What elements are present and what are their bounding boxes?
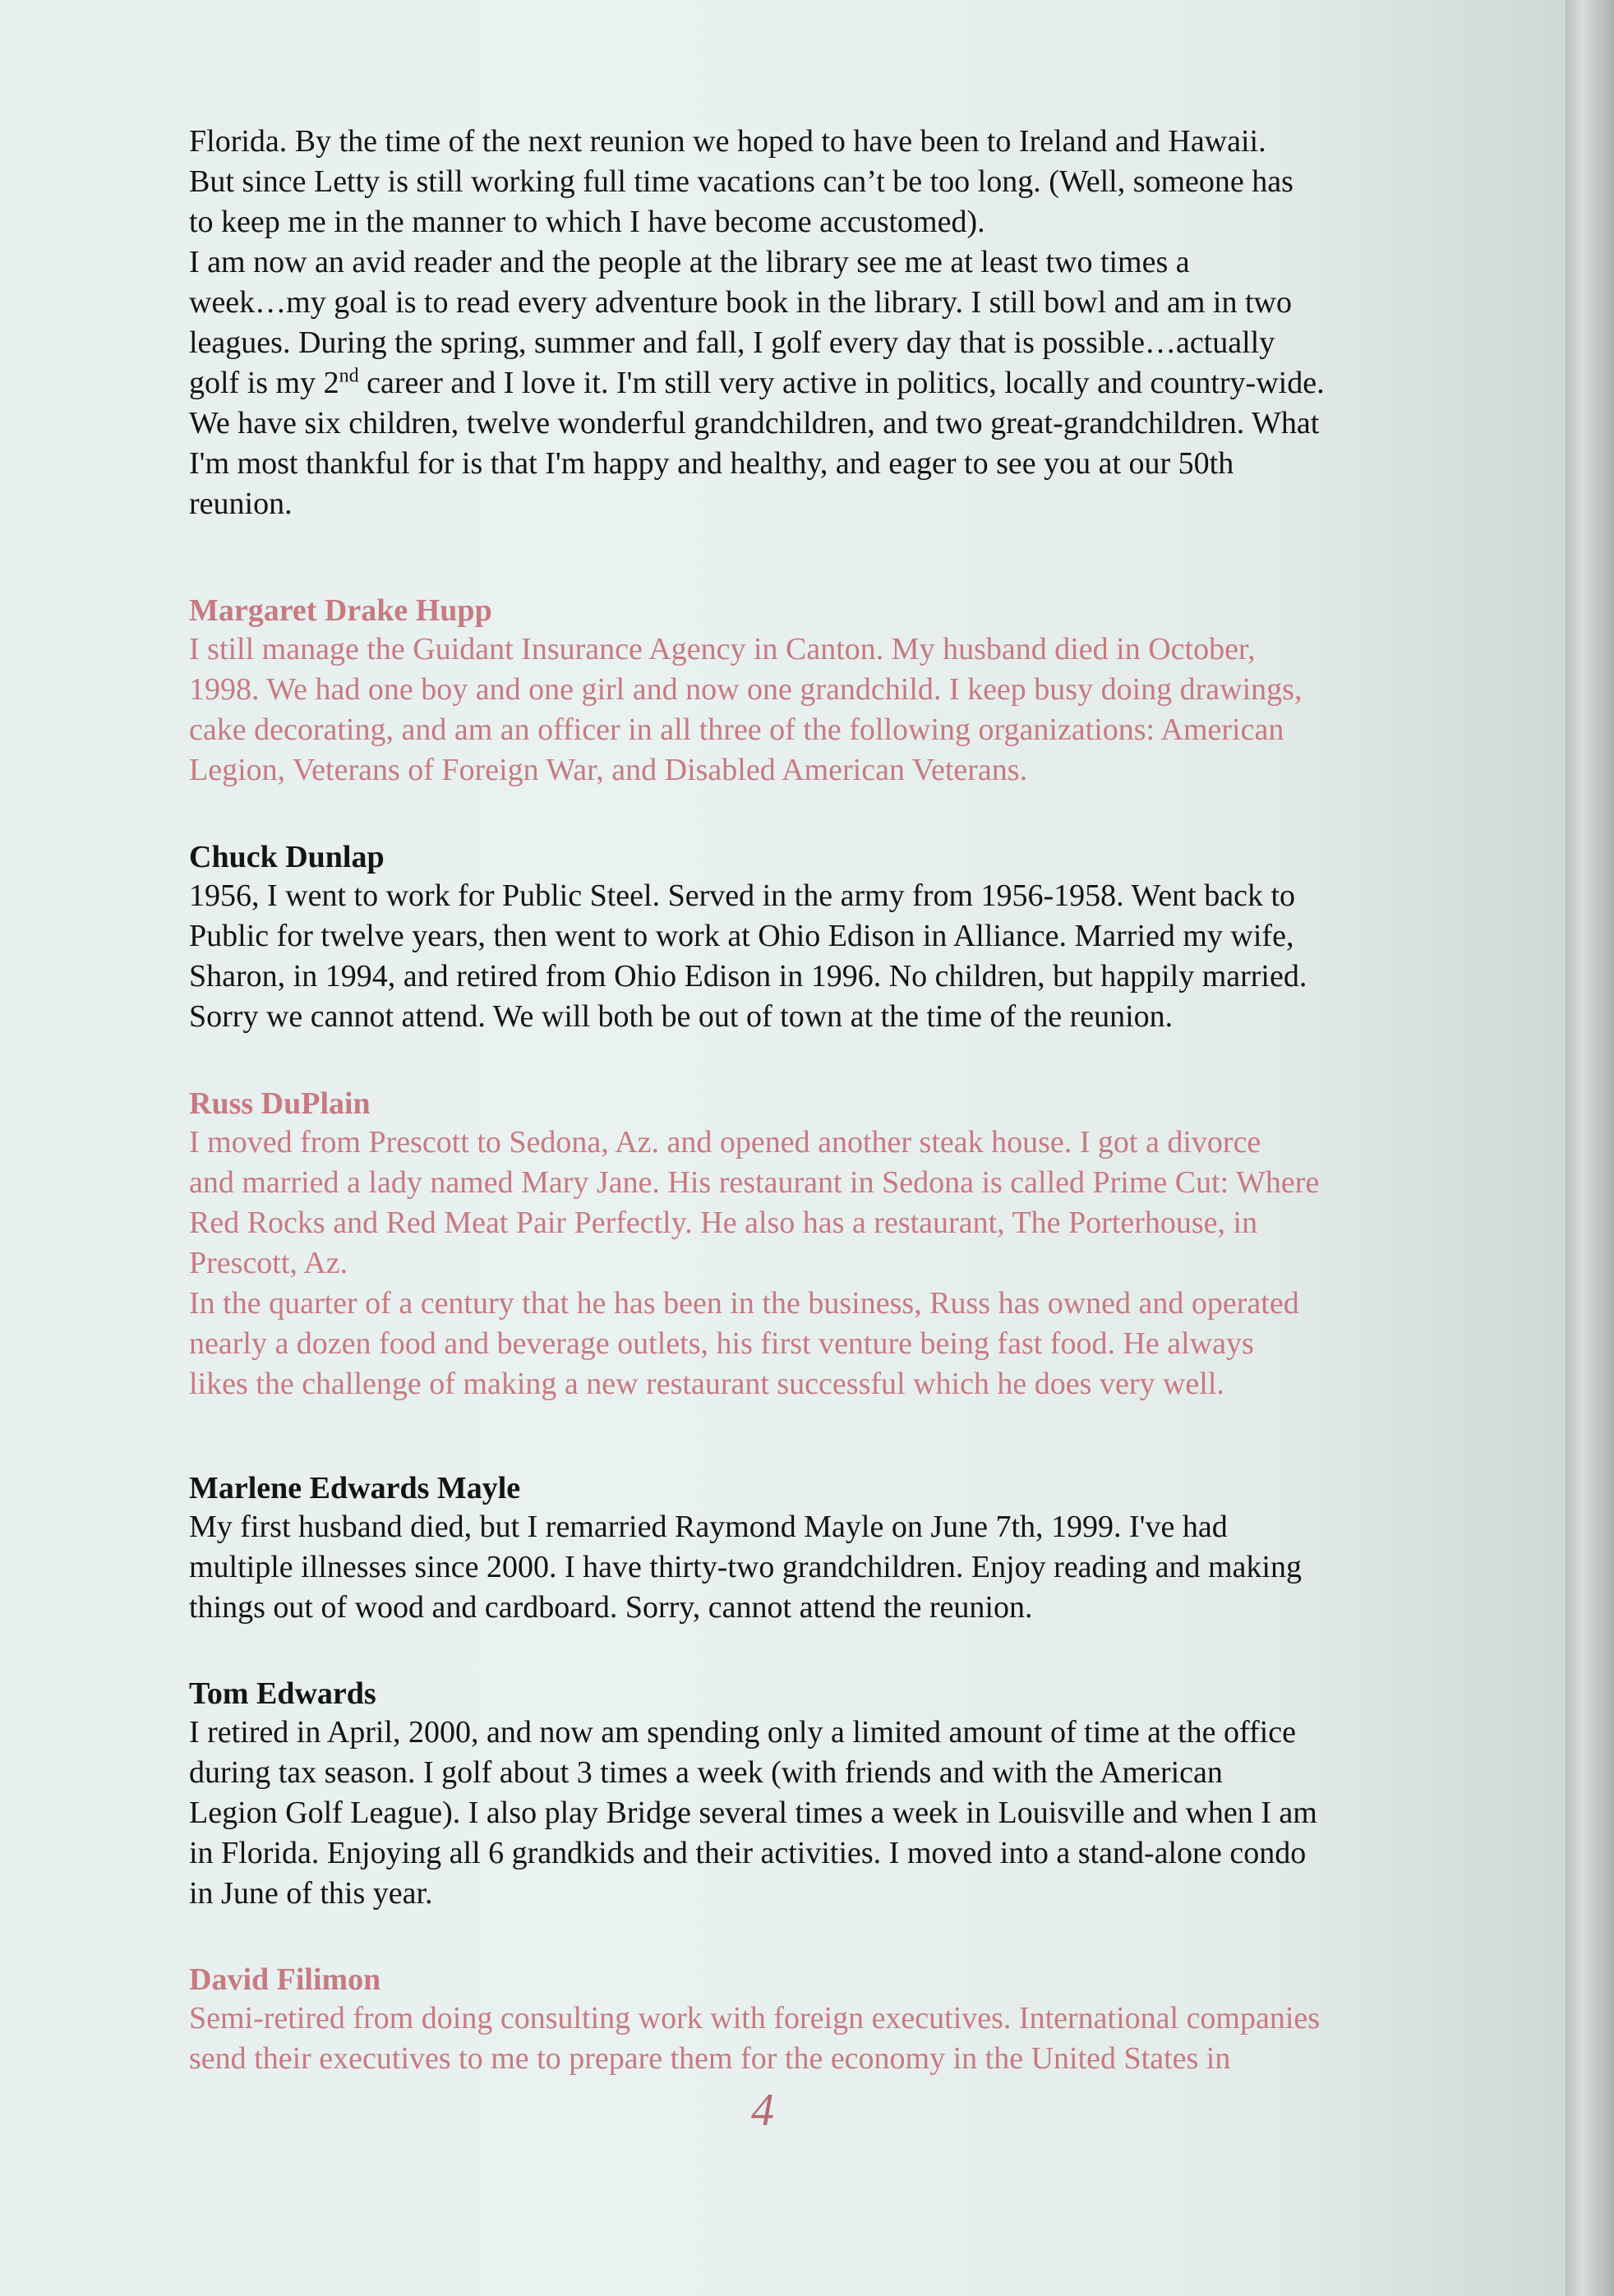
text-line: Sharon, in 1994, and retired from Ohio Edison in 1996. No children, but happily married. bbox=[189, 959, 1307, 994]
text-line: leagues. During the spring, summer and fall, I golf every day that is possible…actually bbox=[189, 325, 1275, 360]
text-line: likes the challenge of making a new restaurant successful which he does very well. bbox=[189, 1367, 1224, 1401]
text-line: We have six children, twelve wonderful grandchildren, and two great-grandchildren. What bbox=[189, 406, 1320, 440]
text-line: in June of this year. bbox=[189, 1876, 433, 1911]
text-line: send their executives to me to prepare them for the economy in the United States in bbox=[189, 2041, 1231, 2076]
entry-name: Marlene Edwards Mayle bbox=[189, 1471, 521, 1505]
text-line: I am now an avid reader and the people at the library see me at least two times a bbox=[189, 245, 1190, 279]
text-line: multiple illnesses since 2000. I have thirty-two grandchildren. Enjoy reading and making bbox=[189, 1550, 1302, 1584]
entry-name: Tom Edwards bbox=[189, 1676, 376, 1711]
ordinal-superscript: nd bbox=[339, 365, 359, 387]
entry-name: Russ DuPlain bbox=[189, 1086, 371, 1121]
text-line: My first husband died, but I remarried Raymond Mayle on June 7th, 1999. I've had bbox=[189, 1510, 1228, 1544]
text-line: I'm most thankful for is that I'm happy and healthy, and eager to see you at our 50th bbox=[189, 446, 1234, 481]
entry-name: Margaret Drake Hupp bbox=[189, 593, 492, 628]
text-line: reunion. bbox=[189, 486, 293, 521]
text-line bbox=[189, 363, 1520, 403]
binding-spine bbox=[1566, 0, 1614, 2296]
text-line: during tax season. I golf about 3 times a week (with friends and with the American bbox=[189, 1755, 1223, 1790]
text-line: I moved from Prescott to Sedona, Az. and opened another steak house. I got a divorce bbox=[189, 1125, 1261, 1160]
text-line: and married a lady named Mary Jane. His restaurant in Sedona is called Prime Cut: Where bbox=[189, 1165, 1320, 1200]
page-number: 4 bbox=[751, 2085, 774, 2136]
text-line: 1998. We had one boy and one girl and now one grandchild. I keep busy doing drawings, bbox=[189, 672, 1303, 707]
text-line: in Florida. Enjoying all 6 grandkids and their activities. I moved into a stand-alone condo bbox=[189, 1836, 1307, 1870]
entry-russ-duplain bbox=[189, 1085, 1520, 1404]
text-line: 1956, I went to work for Public Steel. Served in the army from 1956-1958. Went back to bbox=[189, 878, 1296, 913]
text-line: Prescott, Az. bbox=[189, 1246, 348, 1280]
text-line: In the quarter of a century that he has been in the business, Russ has owned and operated bbox=[189, 1286, 1299, 1321]
text-line: week…my goal is to read every adventure book in the library. I still bowl and am in two bbox=[189, 285, 1292, 320]
text-line: nearly a dozen food and beverage outlets, his first venture being fast food. He always bbox=[189, 1326, 1254, 1361]
entry-david-filimon bbox=[189, 1961, 1520, 2079]
text-line: I retired in April, 2000, and now am spending only a limited amount of time at the office bbox=[189, 1715, 1296, 1750]
text-line: Legion Golf League). I also play Bridge several times a week in Louisville and when I am bbox=[189, 1796, 1317, 1830]
text-line: But since Letty is still working full time vacations can’t be too long. (Well, someone has bbox=[189, 164, 1294, 199]
text-line: Legion, Veterans of Foreign War, and Disabled American Veterans. bbox=[189, 753, 1028, 787]
text-line: to keep me in the manner to which I have become accustomed). bbox=[189, 205, 985, 239]
text-line: Public for twelve years, then went to work at Ohio Edison in Alliance. Married my wife, bbox=[189, 919, 1294, 953]
text-line: Red Rocks and Red Meat Pair Perfectly. He also has a restaurant, The Porterhouse, in bbox=[189, 1206, 1258, 1240]
text-line: Florida. By the time of the next reunion we hoped to have been to Ireland and Hawaii. bbox=[189, 124, 1266, 159]
text-line: cake decorating, and am an officer in all three of the following organizations: American bbox=[189, 712, 1284, 747]
text-fragment: golf is my 2 bbox=[189, 366, 339, 400]
text-line: Sorry we cannot attend. We will both be out of town at the time of the reunion. bbox=[189, 999, 1174, 1034]
entry-name: Chuck Dunlap bbox=[189, 840, 385, 874]
entry-marlene-edwards-mayle bbox=[189, 1469, 1520, 1628]
text-fragment: career and I love it. I'm still very active in politics, locally and country-wide. bbox=[367, 366, 1325, 400]
intro-paragraph bbox=[189, 122, 1520, 524]
text-line: things out of wood and cardboard. Sorry, cannot attend the reunion. bbox=[189, 1590, 1033, 1625]
text-line: I still manage the Guidant Insurance Agency in Canton. My husband died in October, bbox=[189, 632, 1256, 666]
entry-margaret-drake-hupp bbox=[189, 592, 1520, 791]
entry-name: David Filimon bbox=[189, 1962, 381, 1997]
entry-chuck-dunlap bbox=[189, 838, 1520, 1037]
text-line: Semi-retired from doing consulting work with foreign executives. International companies bbox=[189, 2001, 1321, 2036]
entry-tom-edwards bbox=[189, 1675, 1520, 1914]
